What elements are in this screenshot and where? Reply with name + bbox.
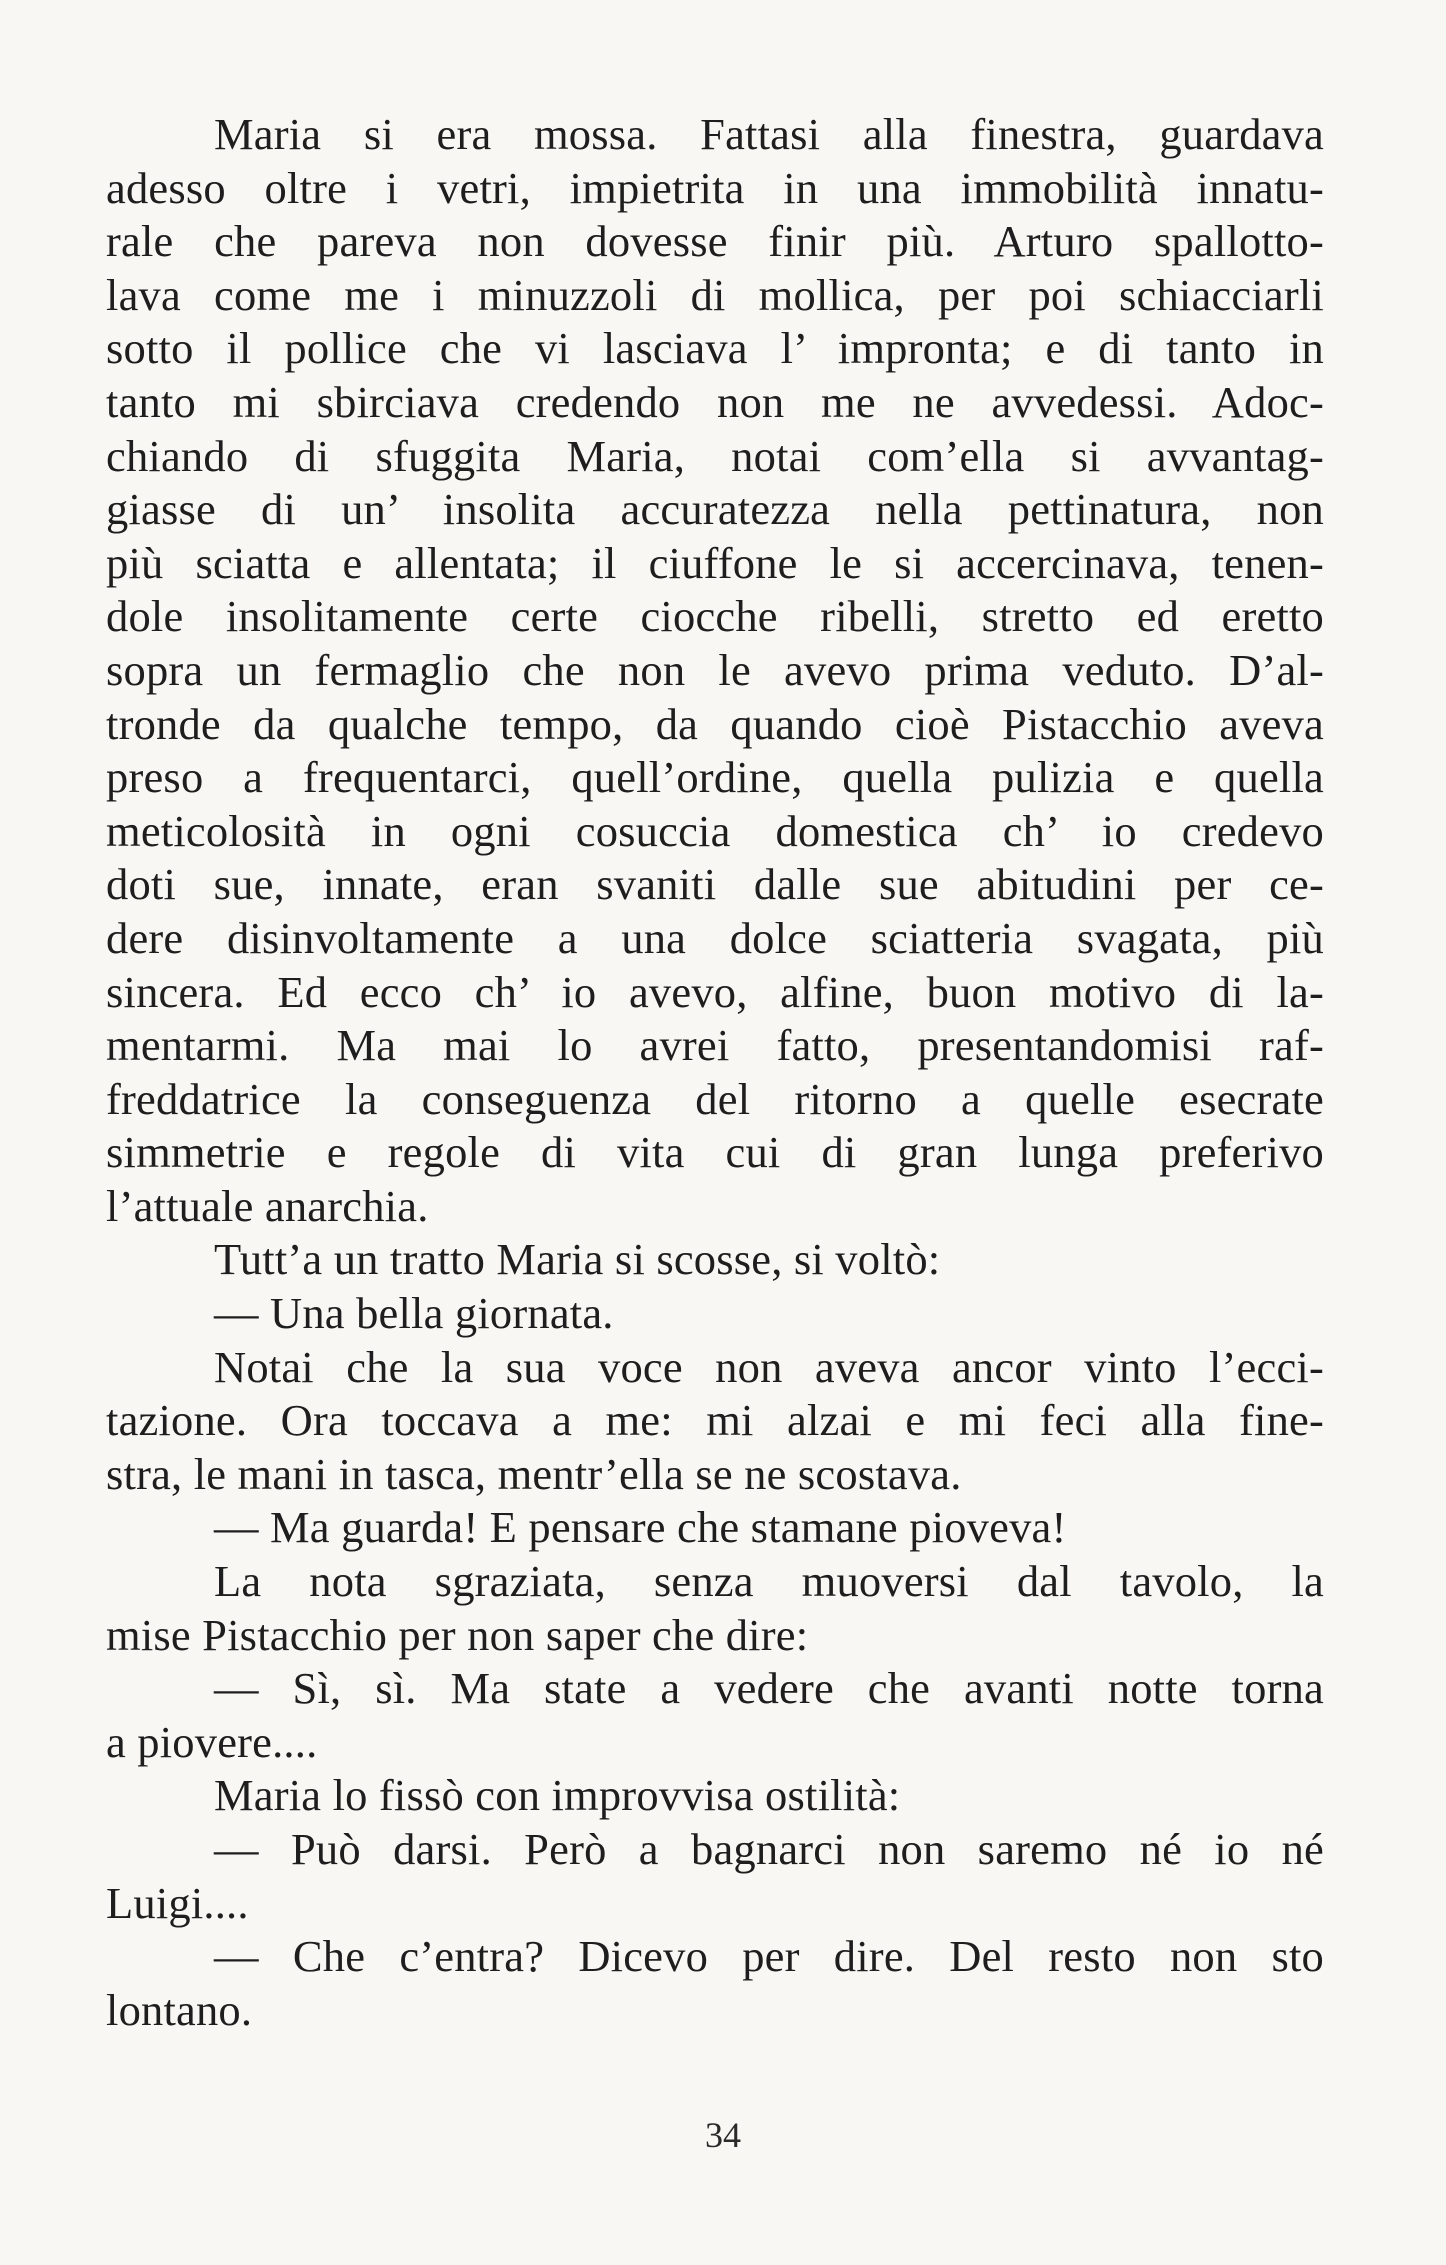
text-line: Tutt’a un tratto Maria si scosse, si voltò: bbox=[214, 1234, 941, 1285]
text-line: tanto mi sbirciava credendo non me ne avvedessi. Adoc- bbox=[106, 376, 1324, 427]
text-line: lontano. bbox=[106, 1984, 253, 2035]
text-line: Luigi.... bbox=[106, 1877, 249, 1928]
text-line: rale che pareva non dovesse finir più. Arturo spallotto- bbox=[106, 216, 1324, 267]
text-line: freddatrice la conseguenza del ritorno a quelle esecrate bbox=[106, 1073, 1324, 1124]
text-line: — Che c’entra? Dicevo per dire. Del resto non sto bbox=[214, 1931, 1324, 1982]
text-line: Notai che la sua voce non aveva ancor vinto l’ecci- bbox=[214, 1341, 1324, 1392]
text-line: più sciatta e allentata; il ciuffone le si accercinava, tenen- bbox=[106, 537, 1324, 588]
text-line: giasse di un’ insolita accuratezza nella pettinatura, non bbox=[106, 484, 1324, 535]
text-line: mentarmi. Ma mai lo avrei fatto, presentandomisi raf- bbox=[106, 1020, 1324, 1071]
text-line: sincera. Ed ecco ch’ io avevo, alfine, buon motivo di la- bbox=[106, 966, 1324, 1017]
text-line: lava come me i minuzzoli di mollica, per poi schiacciarli bbox=[106, 269, 1324, 320]
text-line: tazione. Ora toccava a me: mi alzai e mi feci alla fine- bbox=[106, 1395, 1324, 1446]
text-line: tronde da qualche tempo, da quando cioè Pistacchio aveva bbox=[106, 698, 1324, 749]
text-line: — Può darsi. Però a bagnarci non saremo né io né bbox=[214, 1824, 1324, 1874]
text-line: preso a frequentarci, quell’ordine, quella pulizia e quella bbox=[106, 752, 1324, 803]
page-number: 34 bbox=[705, 2115, 741, 2155]
text-line: mise Pistacchio per non saper che dire: bbox=[106, 1609, 809, 1660]
text-line: chiando di sfuggita Maria, notai com’ella si avvantag- bbox=[106, 430, 1324, 481]
text-line: dere disinvoltamente a una dolce sciatteria svagata, più bbox=[106, 912, 1324, 963]
text-line: meticolosità in ogni cosuccia domestica ch’ io credevo bbox=[106, 805, 1324, 856]
text-line: La nota sgraziata, senza muoversi dal tavolo, la bbox=[214, 1556, 1324, 1607]
text-line: l’attuale anarchia. bbox=[106, 1180, 429, 1231]
text-line: a piovere.... bbox=[106, 1716, 318, 1767]
text-line: Maria lo fissò con improvvisa ostilità: bbox=[214, 1770, 901, 1821]
text-line: — Sì, sì. Ma state a vedere che avanti notte torna bbox=[214, 1663, 1324, 1714]
text-line: stra, le mani in tasca, mentr’ella se ne scostava. bbox=[106, 1448, 962, 1499]
text-line: simmetrie e regole di vita cui di gran lunga preferivo bbox=[106, 1127, 1324, 1178]
text-line: — Ma guarda! E pensare che stamane pioveva! bbox=[214, 1502, 1067, 1553]
text-line: sopra un fermaglio che non le avevo prima veduto. D’al- bbox=[106, 644, 1324, 695]
body-text bbox=[106, 108, 1324, 2037]
text-line: dole insolitamente certe ciocche ribelli, stretto ed eretto bbox=[106, 591, 1324, 642]
text-line: — Una bella giornata. bbox=[214, 1288, 614, 1339]
text-line: adesso oltre i vetri, impietrita in una immobilità innatu- bbox=[106, 162, 1324, 213]
text-line: Maria si era mossa. Fattasi alla finestra, guardava bbox=[214, 109, 1324, 159]
text-line: sotto il pollice che vi lasciava l’ impronta; e di tanto in bbox=[106, 323, 1324, 374]
text-line: doti sue, innate, eran svaniti dalle sue abitudini per ce- bbox=[106, 859, 1324, 910]
